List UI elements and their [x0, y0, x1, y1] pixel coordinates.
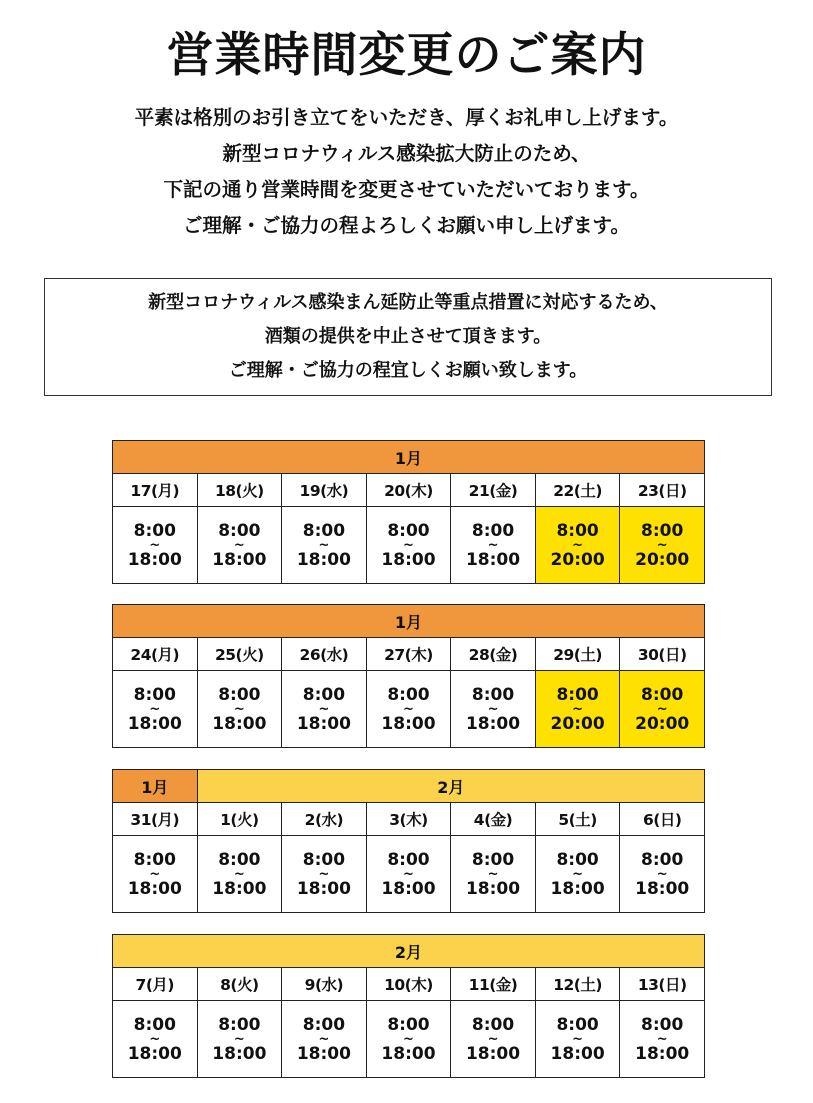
close-time: 18:00: [212, 713, 267, 734]
close-time: 18:00: [212, 549, 267, 570]
page-title: 営業時間変更のご案内: [166, 28, 647, 83]
hours-cell: [451, 507, 536, 584]
time-separator: ~: [403, 1031, 414, 1047]
hours-cell: [620, 1001, 705, 1078]
close-time: 18:00: [381, 713, 436, 734]
close-time: 18:00: [381, 878, 436, 899]
hours-cell: [282, 836, 367, 913]
day-cell: 21(金): [451, 474, 536, 507]
close-time: 18:00: [296, 713, 351, 734]
day-cell: 22(土): [535, 474, 620, 507]
day-cell: 12(土): [535, 968, 620, 1001]
hours-cell: [113, 836, 198, 913]
day-cell: 3(木): [366, 803, 451, 836]
hours-cell: [451, 836, 536, 913]
day-cell: 18(火): [197, 474, 282, 507]
time-separator: ~: [656, 1031, 668, 1047]
open-time: 8:00: [302, 1014, 346, 1035]
hours-cell: [282, 671, 367, 748]
close-time: 20:00: [635, 713, 690, 734]
day-cell: 29(土): [535, 638, 620, 671]
close-time: 18:00: [550, 878, 605, 899]
hours-cell: [366, 507, 451, 584]
time-separator: ~: [318, 866, 330, 882]
day-cell: 30(日): [620, 638, 705, 671]
hours-cell: [113, 1001, 198, 1078]
open-time: 8:00: [218, 684, 261, 705]
day-cell: 2(水): [282, 803, 367, 836]
close-time: 18:00: [127, 549, 182, 570]
day-cell: 6(日): [620, 803, 705, 836]
day-cell: 10(木): [366, 968, 451, 1001]
open-time: 8:00: [302, 684, 346, 705]
open-time: 8:00: [641, 684, 684, 705]
notice-line: 酒類の提供を中止させて頂きます。: [264, 326, 552, 347]
close-time: 18:00: [465, 1043, 521, 1064]
open-time: 8:00: [133, 684, 176, 705]
day-cell: 1(火): [197, 803, 282, 836]
open-time: 8:00: [471, 684, 515, 705]
time-separator: ~: [487, 1031, 499, 1047]
hours-cell: [451, 671, 536, 748]
open-time: 8:00: [218, 520, 261, 541]
time-separator: ~: [572, 701, 584, 717]
time-separator: ~: [233, 1031, 245, 1047]
close-time: 18:00: [465, 713, 521, 734]
hours-cell: [620, 836, 705, 913]
day-cell: 26(水): [282, 638, 367, 671]
day-cell: 4(金): [451, 803, 536, 836]
day-cell: 28(金): [451, 638, 536, 671]
open-time: 8:00: [556, 849, 599, 870]
schedule-week-4: [112, 934, 705, 1078]
day-cell: 24(月): [113, 638, 198, 671]
month-header-jan: 1月: [113, 770, 198, 803]
open-time: 8:00: [387, 520, 430, 541]
month-header: 1月: [113, 605, 705, 638]
close-time: 20:00: [550, 713, 605, 734]
open-time: 8:00: [471, 849, 515, 870]
open-time: 8:00: [387, 684, 430, 705]
time-separator: ~: [318, 701, 330, 717]
hours-cell: [282, 1001, 367, 1078]
close-time: 18:00: [465, 549, 521, 570]
close-time: 18:00: [381, 1043, 436, 1064]
open-time: 8:00: [133, 520, 176, 541]
open-time: 8:00: [471, 1014, 515, 1035]
month-header: 2月: [113, 935, 705, 968]
hours-cell: [113, 671, 198, 748]
intro-line: 下記の通り営業時間を変更させていただいております。: [163, 178, 650, 201]
time-separator: ~: [149, 701, 161, 717]
time-separator: ~: [318, 537, 330, 553]
day-cell: 7(月): [113, 968, 198, 1001]
intro-text: [0, 100, 813, 244]
close-time: 18:00: [127, 713, 182, 734]
time-separator: ~: [149, 537, 161, 553]
hours-cell: [197, 507, 282, 584]
open-time: 8:00: [641, 520, 684, 541]
extended-hours-cell: [535, 671, 620, 748]
time-separator: ~: [233, 866, 245, 882]
alcohol-notice-box: [44, 278, 772, 396]
intro-line: 新型コロナウィルス感染拡大防止のため、: [222, 142, 591, 165]
notice-line: 新型コロナウィルス感染まん延防止等重点措置に対応するため、: [148, 292, 668, 313]
day-cell: 9(水): [282, 968, 367, 1001]
schedule-week-1: [112, 440, 705, 584]
time-separator: ~: [233, 537, 245, 553]
day-cell: 20(木): [366, 474, 451, 507]
close-time: 18:00: [296, 878, 351, 899]
time-separator: ~: [318, 1031, 330, 1047]
intro-line: 平素は格別のお引き立てをいただき、厚くお礼申し上げます。: [134, 106, 679, 129]
open-time: 8:00: [133, 849, 176, 870]
open-time: 8:00: [218, 1014, 261, 1035]
time-separator: ~: [233, 701, 245, 717]
intro-line: ご理解・ご協力の程よろしくお願い申し上げます。: [183, 214, 630, 237]
day-cell: 11(金): [451, 968, 536, 1001]
open-time: 8:00: [556, 520, 599, 541]
schedule-week-3: [112, 769, 705, 913]
day-cell: 13(日): [620, 968, 705, 1001]
time-separator: ~: [572, 1031, 584, 1047]
extended-hours-cell: [535, 507, 620, 584]
hours-cell: [282, 507, 367, 584]
time-separator: ~: [403, 537, 414, 553]
close-time: 18:00: [127, 878, 182, 899]
time-separator: ~: [656, 866, 668, 882]
open-time: 8:00: [218, 849, 261, 870]
time-separator: ~: [656, 537, 668, 553]
day-cell: 17(月): [113, 474, 198, 507]
hours-cell: [113, 507, 198, 584]
notice-line: ご理解・ご協力の程宜しくお願い致します。: [228, 360, 588, 381]
day-cell: 23(日): [620, 474, 705, 507]
time-separator: ~: [149, 1031, 161, 1047]
time-separator: ~: [487, 537, 499, 553]
hours-cell: [535, 836, 620, 913]
close-time: 18:00: [550, 1043, 605, 1064]
open-time: 8:00: [387, 849, 430, 870]
day-cell: 27(木): [366, 638, 451, 671]
hours-cell: [366, 836, 451, 913]
hours-cell: [197, 836, 282, 913]
open-time: 8:00: [302, 520, 346, 541]
day-cell: 31(月): [113, 803, 198, 836]
time-separator: ~: [572, 537, 584, 553]
close-time: 20:00: [635, 549, 690, 570]
close-time: 18:00: [127, 1043, 182, 1064]
hours-cell: [366, 1001, 451, 1078]
open-time: 8:00: [133, 1014, 176, 1035]
day-cell: 25(火): [197, 638, 282, 671]
open-time: 8:00: [556, 1014, 599, 1035]
close-time: 20:00: [550, 549, 605, 570]
close-time: 18:00: [296, 549, 351, 570]
hours-cell: [366, 671, 451, 748]
open-time: 8:00: [471, 520, 515, 541]
time-separator: ~: [656, 701, 668, 717]
time-separator: ~: [403, 866, 414, 882]
extended-hours-cell: [620, 507, 705, 584]
schedule-week-2: [112, 604, 705, 748]
close-time: 18:00: [296, 1043, 351, 1064]
open-time: 8:00: [302, 849, 346, 870]
close-time: 18:00: [635, 1043, 690, 1064]
hours-cell: [451, 1001, 536, 1078]
day-cell: 5(土): [535, 803, 620, 836]
month-header: 1月: [113, 441, 705, 474]
month-header-feb: 2月: [197, 770, 704, 803]
close-time: 18:00: [212, 878, 267, 899]
extended-hours-cell: [620, 671, 705, 748]
time-separator: ~: [149, 866, 161, 882]
open-time: 8:00: [387, 1014, 430, 1035]
time-separator: ~: [487, 866, 499, 882]
open-time: 8:00: [556, 684, 599, 705]
close-time: 18:00: [635, 878, 690, 899]
hours-cell: [197, 671, 282, 748]
hours-cell: [535, 1001, 620, 1078]
close-time: 18:00: [465, 878, 521, 899]
day-cell: 19(水): [282, 474, 367, 507]
time-separator: ~: [572, 866, 584, 882]
open-time: 8:00: [641, 1014, 684, 1035]
close-time: 18:00: [212, 1043, 267, 1064]
time-separator: ~: [403, 701, 414, 717]
close-time: 18:00: [381, 549, 436, 570]
hours-cell: [197, 1001, 282, 1078]
day-cell: 8(火): [197, 968, 282, 1001]
time-separator: ~: [487, 701, 499, 717]
open-time: 8:00: [641, 849, 684, 870]
